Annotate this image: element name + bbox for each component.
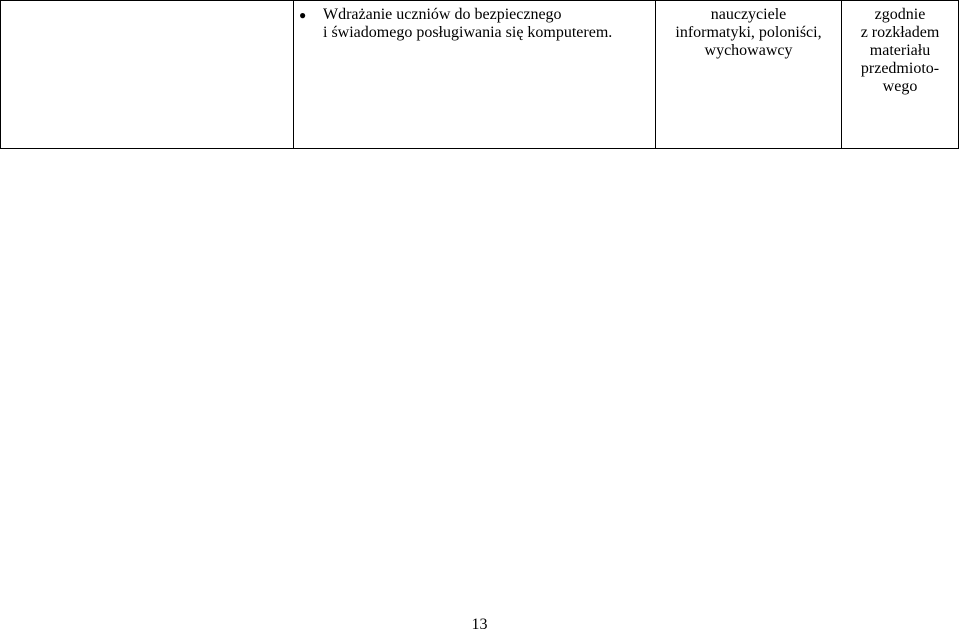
responsible-cell xyxy=(656,1,842,149)
deadline-line: wego xyxy=(882,78,918,95)
responsible-line: wychowawcy xyxy=(704,42,793,59)
deadline-line: przedmioto- xyxy=(860,60,940,77)
empty-cell xyxy=(1,1,294,149)
bullet-list-item xyxy=(294,1,655,42)
responsible-line: informatyki, poloniści, xyxy=(675,24,822,41)
deadline-line: zgodnie xyxy=(874,6,926,23)
task-line: Wdrażanie uczniów do bezpiecznego xyxy=(323,6,562,23)
task-line: i świadomego posługiwania się komputerem. xyxy=(323,24,613,41)
table-row xyxy=(1,1,959,149)
responsible-line: nauczyciele xyxy=(710,6,787,23)
schedule-table xyxy=(0,0,959,149)
page-number: 13 xyxy=(471,616,488,633)
task-text xyxy=(323,6,655,42)
deadline-line: z rozkładem xyxy=(860,24,940,41)
task-cell xyxy=(294,1,656,149)
deadline-line: materiału xyxy=(869,42,931,59)
deadline-cell xyxy=(842,1,959,149)
bullet-icon: ● xyxy=(299,8,307,22)
